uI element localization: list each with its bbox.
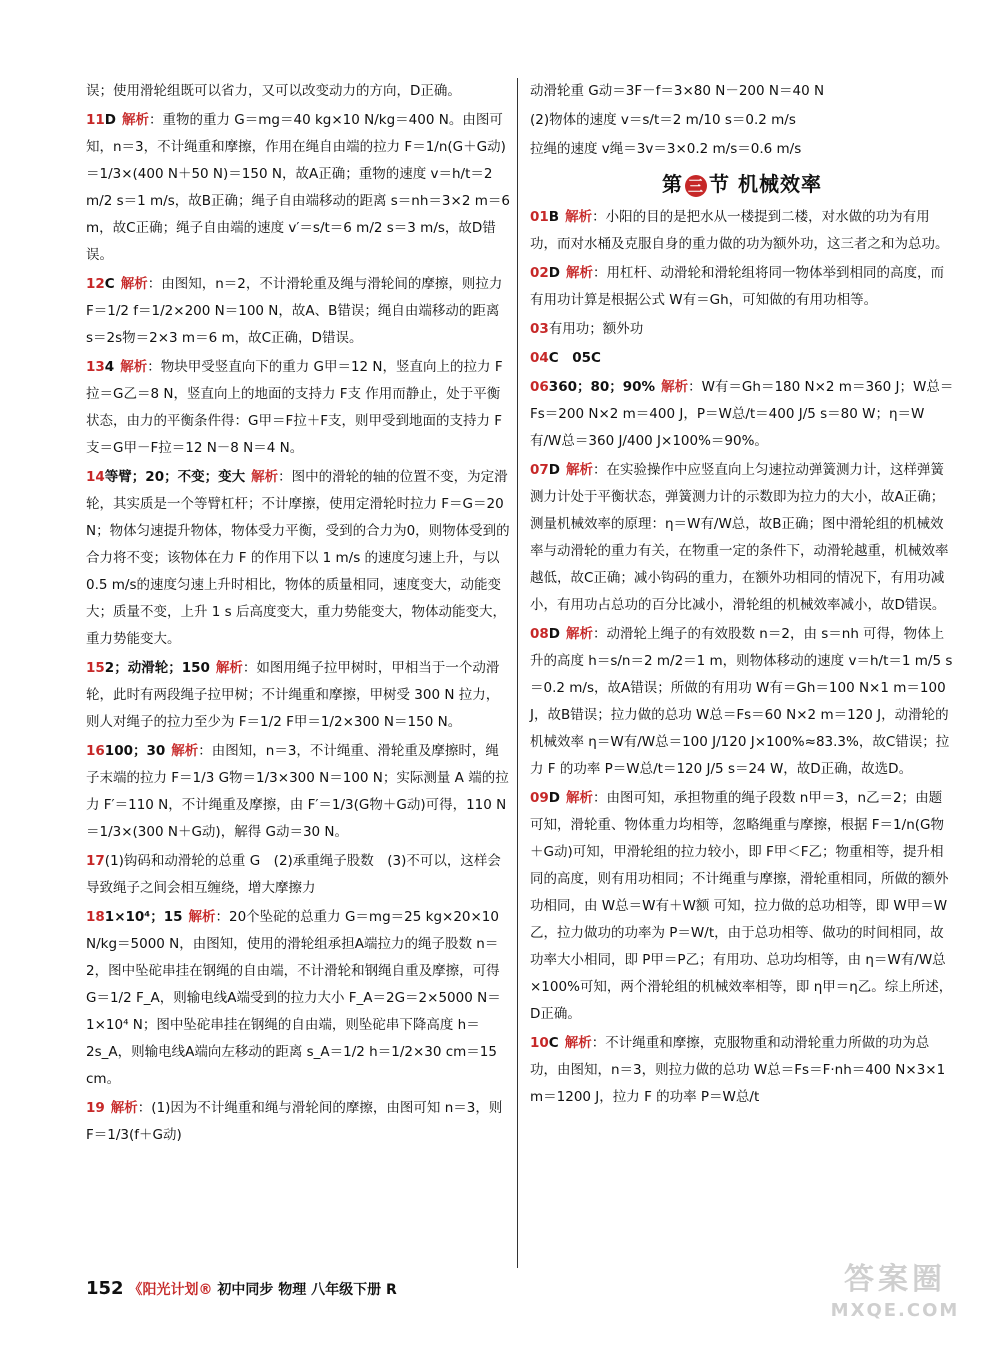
answer-item xyxy=(530,204,954,258)
item-number: 01 xyxy=(530,209,549,225)
item-answer: D xyxy=(548,790,561,806)
item-number: 09 xyxy=(530,790,549,806)
item-number: 10 xyxy=(530,1035,549,1051)
item-text: ：重物的重力 G＝mg＝40 kg×10 N/kg＝400 N。由图可知，n＝3，不计绳重和摩擦，作用在绳自由端的拉力 F＝1/n(G＋G动)＝1/3×(400 N＋50 N)＝150 N，故A正确；重物的速度 v＝h/t＝2 m/2 s＝1 m/s，故B正确；绳子自由端移动的距离 s＝nh＝3×2 m＝6 m，故C正确；绳子自由端的速度 v′＝s/t＝6 m/2 s＝3 m/s，故D错误。 xyxy=(86,112,510,263)
item-answer: D xyxy=(548,265,561,281)
item-number: 03 xyxy=(530,321,549,337)
answer-item xyxy=(530,621,954,783)
answer-item xyxy=(86,271,510,352)
item-number: 17 xyxy=(86,853,105,869)
answer-item xyxy=(530,457,954,619)
item-text: ：20个坠砣的总重力 G＝mg＝25 kg×20×10 N/kg＝5000 N，由图知，使用的滑轮组承担A端拉力的绳子股数 n＝2，图中坠砣串挂在钢绳的自由端，不计滑轮和钢绳自重及摩擦，可得 G＝1/2 F_A，则输电线A端受到的拉力大小 F_A＝2G＝2×5000 N＝1×10⁴ N；图中坠砣串挂在钢绳的自由端，则坠砣串下降高度 h＝2s_A，则输电线A端向左移动的距离 s_A＝1/2 h＝1/2×30 cm＝15 cm。 xyxy=(86,909,501,1087)
answer-item xyxy=(86,655,510,736)
analysis-label: 解析 xyxy=(120,359,148,375)
section-number-badge: 三 xyxy=(685,175,707,197)
answer-item xyxy=(530,785,954,1028)
item-text: ：图中的滑轮的轴的位置不变，为定滑轮，其实质是一个等臂杠杆；不计摩擦，使用定滑轮时拉力 F＝G＝20 N；物体匀速提升物体，物体受力平衡，受到的合力为0，则物体受到的合力将不变；该物体在力 F 的作用下以 1 m/s 的速度匀速上升，与以 0.5 m/s的速度匀速上升时相比，物体的质量相同，速度变大，动能变大；质量不变，上升 1 s 后高度变大，重力势能变大，物体动能变大，重力势能变大。 xyxy=(86,469,510,647)
analysis-label: 解析 xyxy=(661,379,689,395)
continuation-line: 动滑轮重 G动＝3F－f＝3×80 N－200 N＝40 N xyxy=(530,83,825,99)
item-text: ：(1)因为不计绳重和绳与滑轮间的摩擦，由图可知 n＝3，则 F＝1/3(f＋G动) xyxy=(86,1100,503,1143)
item-answer: D xyxy=(548,626,561,642)
item-answer: C xyxy=(548,1035,559,1051)
item-text: 有用功；额外功 xyxy=(548,321,644,337)
answer-item xyxy=(530,316,954,343)
item-text: ：如图用绳子拉甲树时，甲相当于一个动滑轮，此时有两段绳子拉甲树；不计绳重和摩擦，甲树受 300 N 拉力，则人对绳子的拉力至少为 F＝1/2 F甲＝1/2×300 N＝150 N。 xyxy=(86,660,500,730)
item-answer: D xyxy=(548,462,561,478)
section-heading: 节 机械效率 xyxy=(709,172,822,196)
analysis-label: 解析 xyxy=(110,1100,138,1116)
watermark-url: MXQE.COM xyxy=(830,1300,960,1321)
item-text: 误；使用滑轮组既可以省力，又可以改变动力的方向，D正确。 xyxy=(86,83,461,99)
item-text: ：W有＝Gh＝180 N×2 m＝360 J；W总＝Fs＝200 N×2 m＝400 J，P＝W总/t＝400 J/5 s＝80 W；η＝W有/W总＝360 J/400 J×100%＝90%。 xyxy=(530,379,954,449)
page-footer xyxy=(86,1278,397,1299)
item-answer: 2；动滑轮；150 xyxy=(104,660,210,676)
analysis-label: 解析 xyxy=(566,790,594,806)
answer-item xyxy=(530,1030,954,1111)
item-number: 02 xyxy=(530,265,549,281)
answer-item xyxy=(86,848,510,902)
analysis-label: 解析 xyxy=(171,743,199,759)
item-number: 15 xyxy=(86,660,105,676)
item-number: 18 xyxy=(86,909,105,925)
answer-item xyxy=(530,374,954,455)
item-answer: C xyxy=(104,276,115,292)
book-title: 初中同步 物理 八年级下册 R xyxy=(217,1282,397,1298)
item-answer: B xyxy=(548,209,560,225)
item-answer: 1×10⁴；15 xyxy=(104,909,183,925)
watermark-text: 答案圈 xyxy=(844,1262,946,1297)
analysis-label: 解析 xyxy=(564,1035,592,1051)
item-number: 12 xyxy=(86,276,105,292)
answer-item xyxy=(86,464,510,653)
item-answer: D xyxy=(104,112,117,128)
analysis-label: 解析 xyxy=(251,469,279,485)
analysis-label: 解析 xyxy=(122,112,150,128)
analysis-label: 解析 xyxy=(188,909,216,925)
answer-item xyxy=(86,904,510,1093)
item-number: 14 xyxy=(86,469,105,485)
column-divider xyxy=(517,78,518,1268)
item-answer: 360；80；90% xyxy=(548,379,656,395)
item-text: (1)钩码和动滑轮的总重 G (2)承重绳子股数 (3)不可以，这样会导致绳子之间会相互缠绕，增大摩擦力 xyxy=(86,853,501,896)
item-number: 08 xyxy=(530,626,549,642)
section-prefix: 第 xyxy=(662,172,684,196)
continuation-line: (2)物体的速度 v＝s/t＝2 m/10 s＝0.2 m/s xyxy=(530,112,796,128)
item-answer: 等臂；20；不变；变大 xyxy=(104,469,246,485)
item-number: 07 xyxy=(530,462,549,478)
item-number: 19 xyxy=(86,1100,105,1116)
analysis-label: 解析 xyxy=(566,265,594,281)
answer-item xyxy=(86,354,510,462)
answer-item xyxy=(86,1095,510,1149)
item-number: 13 xyxy=(86,359,105,375)
analysis-label: 解析 xyxy=(120,276,148,292)
item-text: ：小阳的目的是把水从一楼提到二楼，对水做的功为有用功，而对水桶及克服自身的重力做的功为额外功，这三者之和为总功。 xyxy=(530,209,949,252)
analysis-label: 解析 xyxy=(565,209,593,225)
answer-item xyxy=(530,260,954,314)
section-title xyxy=(530,171,954,198)
item-text: ：由图知，n＝3，不计绳重、滑轮重及摩擦时，绳子末端的拉力 F＝1/3 G物＝1/3×300 N＝100 N；实际测量 A 端的拉力 F′＝110 N，不计绳重及摩擦，由 F′＝1/3(G物＋G动)可得，110 N＝1/3×(300 N＋G动)，解得 G动＝30 N。 xyxy=(86,743,509,840)
answer-list xyxy=(530,204,954,1111)
left-column xyxy=(86,78,510,1151)
item-number: 06 xyxy=(530,379,549,395)
item-answer: C 05C xyxy=(548,350,601,366)
page-number: 152 xyxy=(86,1278,124,1299)
answer-item xyxy=(530,345,954,372)
item-text: ：在实验操作中应竖直向上匀速拉动弹簧测力计，这样弹簧测力计处于平衡状态，弹簧测力计的示数即为拉力的大小，故A正确；测量机械效率的原理：η＝W有/W总，故B正确；图中滑轮组的机械效率与动滑轮的重力有关，在物重一定的条件下，动滑轮越重，机械效率越低，故C正确；减小钩码的重力，在额外功相同的情况下，有用功减小，有用功占总功的百分比减小，滑轮组的机械效率减小，故D错误。 xyxy=(530,462,949,613)
analysis-label: 解析 xyxy=(566,462,594,478)
item-number: 11 xyxy=(86,112,105,128)
watermark-logo xyxy=(820,1260,970,1340)
item-number: 16 xyxy=(86,743,105,759)
item-number: 04 xyxy=(530,350,549,366)
right-column xyxy=(530,78,954,1113)
item-text: ：动滑轮上绳子的有效股数 n＝2，由 s＝nh 可得，物体上升的高度 h＝s/n＝2 m/2＝1 m，则物体移动的速度 v＝h/t＝1 m/5 s＝0.2 m/s，故A错误；所做的有用功 W有＝Gh＝100 N×1 m＝100 J，故B错误；拉力做的总功 W总＝Fs＝60 N×2 m＝120 J，动滑轮的机械效率 η＝W有/W总＝100 J/120 J×100%≈83.3%，故C错误；拉力 F 的功率 P＝W总/t＝120 J/5 s＝24 W，故D正确，故选D。 xyxy=(530,626,953,777)
analysis-label: 解析 xyxy=(215,660,243,676)
item-answer: 100；30 xyxy=(104,743,166,759)
answer-item xyxy=(86,78,510,105)
answer-item xyxy=(86,107,510,269)
continuation-line: 拉绳的速度 v绳＝3v＝3×0.2 m/s＝0.6 m/s xyxy=(530,141,802,157)
brand-name: 《阳光计划® xyxy=(128,1282,213,1298)
continuation-block xyxy=(530,78,954,163)
item-text: ：不计绳重和摩擦，克服物重和动滑轮重力所做的功为总功，由图知，n＝3，则拉力做的总功 W总＝Fs＝F·nh＝400 N×3×1 m＝1200 J，拉力 F 的功率 P＝W总/t xyxy=(530,1035,946,1105)
answer-item xyxy=(86,738,510,846)
item-text: ：由图可知，承担物重的绳子段数 n甲＝3，n乙＝2；由题可知，滑轮重、物体重力均相等，忽略绳重与摩擦，根据 F＝1/n(G物＋G动)可知，甲滑轮组的拉力较小，即 F甲＜F乙；物重相等，提升相同的高度，则有用功相同；不计绳重与摩擦，滑轮重相同，所做的额外功相同，由 W总＝W有＋W额 可知，拉力做的总功相等，即 W甲＝W乙，拉力做功的功率为 P＝W/t，由于总功相等、做功的时间相同，故功率大小相同，即 P甲＝P乙；有用功、总功均相等，由 η＝W有/W总×100%可知，两个滑轮组的机械效率相等，即 η甲＝η乙。综上所述，D正确。 xyxy=(530,790,953,1022)
item-text: ：用杠杆、动滑轮和滑轮组将同一物体举到相同的高度，而有用功计算是根据公式 W有＝Gh，可知做的有用功相等。 xyxy=(530,265,945,308)
item-text: ：物块甲受竖直向下的重力 G甲＝12 N，竖直向上的拉力 F拉＝G乙＝8 N，竖直向上的地面的支持力 F支 作用而静止，处于平衡状态，由力的平衡条件得：G甲＝F拉＋F支，则甲受到地面的支持力 F支＝G甲－F拉＝12 N－8 N＝4 N。 xyxy=(86,359,503,456)
analysis-label: 解析 xyxy=(566,626,594,642)
item-text: ：由图知，n＝2，不计滑轮重及绳与滑轮间的摩擦，则拉力 F＝1/2 f＝1/2×200 N＝100 N，故A、B错误；绳自由端移动的距离 s＝2s物＝2×3 m＝6 m，故C正确，D错误。 xyxy=(86,276,503,346)
item-answer: 4 xyxy=(104,359,115,375)
